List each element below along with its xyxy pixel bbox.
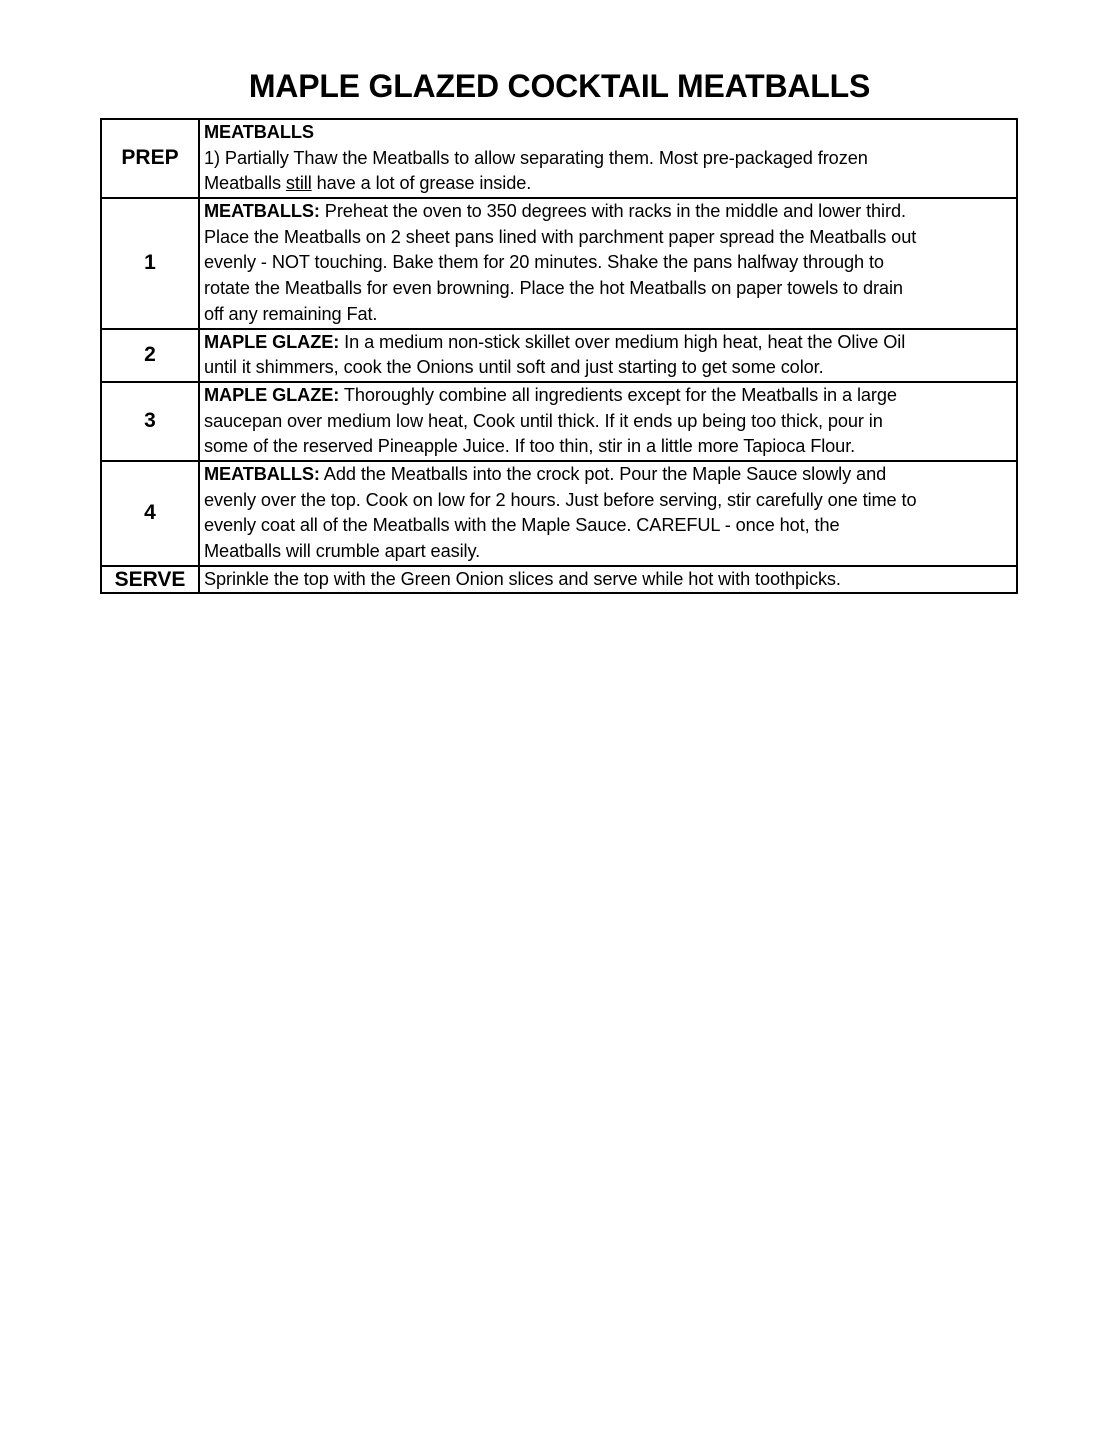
step-line: evenly - NOT touching. Bake them for 20 minutes. Shake the pans halfway through to [204,252,884,273]
step-line-part: In a medium non-stick skillet over medium high heat, heat the Olive Oil [339,331,906,352]
step-line: saucepan over medium low heat, Cook until thick. If it ends up being too thick, pour in [204,410,883,431]
step-line-part: Meatballs [204,173,286,194]
step-text [199,566,1017,594]
step-label: SERVE [101,566,199,594]
step-line-part: Preheat the oven to 350 degrees with racks in the middle and lower third. [319,201,906,222]
step-text [199,461,1017,566]
step-line: rotate the Meatballs for even browning. Place the hot Meatballs on paper towels to drain [204,278,903,299]
step-label: 1 [101,198,199,329]
step-text [199,329,1017,382]
step-heading: MEATBALLS [204,122,314,142]
step-line: until it shimmers, cook the Onions until soft and just starting to get some color. [204,357,824,378]
step-heading: MEATBALLS: [204,201,320,222]
table-row [101,119,1017,198]
step-label: PREP [101,119,199,198]
step-line: off any remaining Fat. [204,303,378,324]
step-line: Meatballs will crumble apart easily. [204,540,481,561]
table-row [101,461,1017,566]
step-line [204,383,1012,409]
step-line: some of the reserved Pineapple Juice. If too thin, stir in a little more Tapioca Flour. [204,436,856,457]
recipe-title: MAPLE GLAZED COCKTAIL MEATBALLS [248,68,871,104]
table-row [101,329,1017,382]
step-text [199,382,1017,461]
step-heading: MEATBALLS: [204,464,320,485]
step-line: evenly over the top. Cook on low for 2 hours. Just before serving, stir carefully one time to [204,489,917,510]
step-label: 3 [101,382,199,461]
step-text [199,198,1017,329]
table-row [101,382,1017,461]
table-row [101,566,1017,594]
step-line [204,330,1012,356]
step-line [204,462,1012,488]
step-line-part: Add the Meatballs into the crock pot. Pour the Maple Sauce slowly and [319,464,887,485]
step-line [204,199,1012,225]
step-line-part: have a lot of grease inside. [311,173,532,194]
table-row [101,198,1017,329]
step-line: Sprinkle the top with the Green Onion slices and serve while hot with toothpicks. [204,568,841,589]
step-heading: MAPLE GLAZE: [204,384,340,405]
step-line: Place the Meatballs on 2 sheet pans lined with parchment paper spread the Meatballs out [204,226,917,247]
step-label: 2 [101,329,199,382]
recipe-steps-table [100,118,1018,594]
underlined-word: still [285,173,312,194]
step-text [199,119,1017,198]
step-line-part: Thoroughly combine all ingredients except for the Meatballs in a large [339,384,897,405]
step-line [204,171,1012,197]
step-label: 4 [101,461,199,566]
step-line: evenly coat all of the Meatballs with the Maple Sauce. CAREFUL - once hot, the [204,515,840,536]
step-heading: MAPLE GLAZE: [204,331,340,352]
step-line: 1) Partially Thaw the Meatballs to allow separating them. Most pre-packaged frozen [204,147,868,168]
